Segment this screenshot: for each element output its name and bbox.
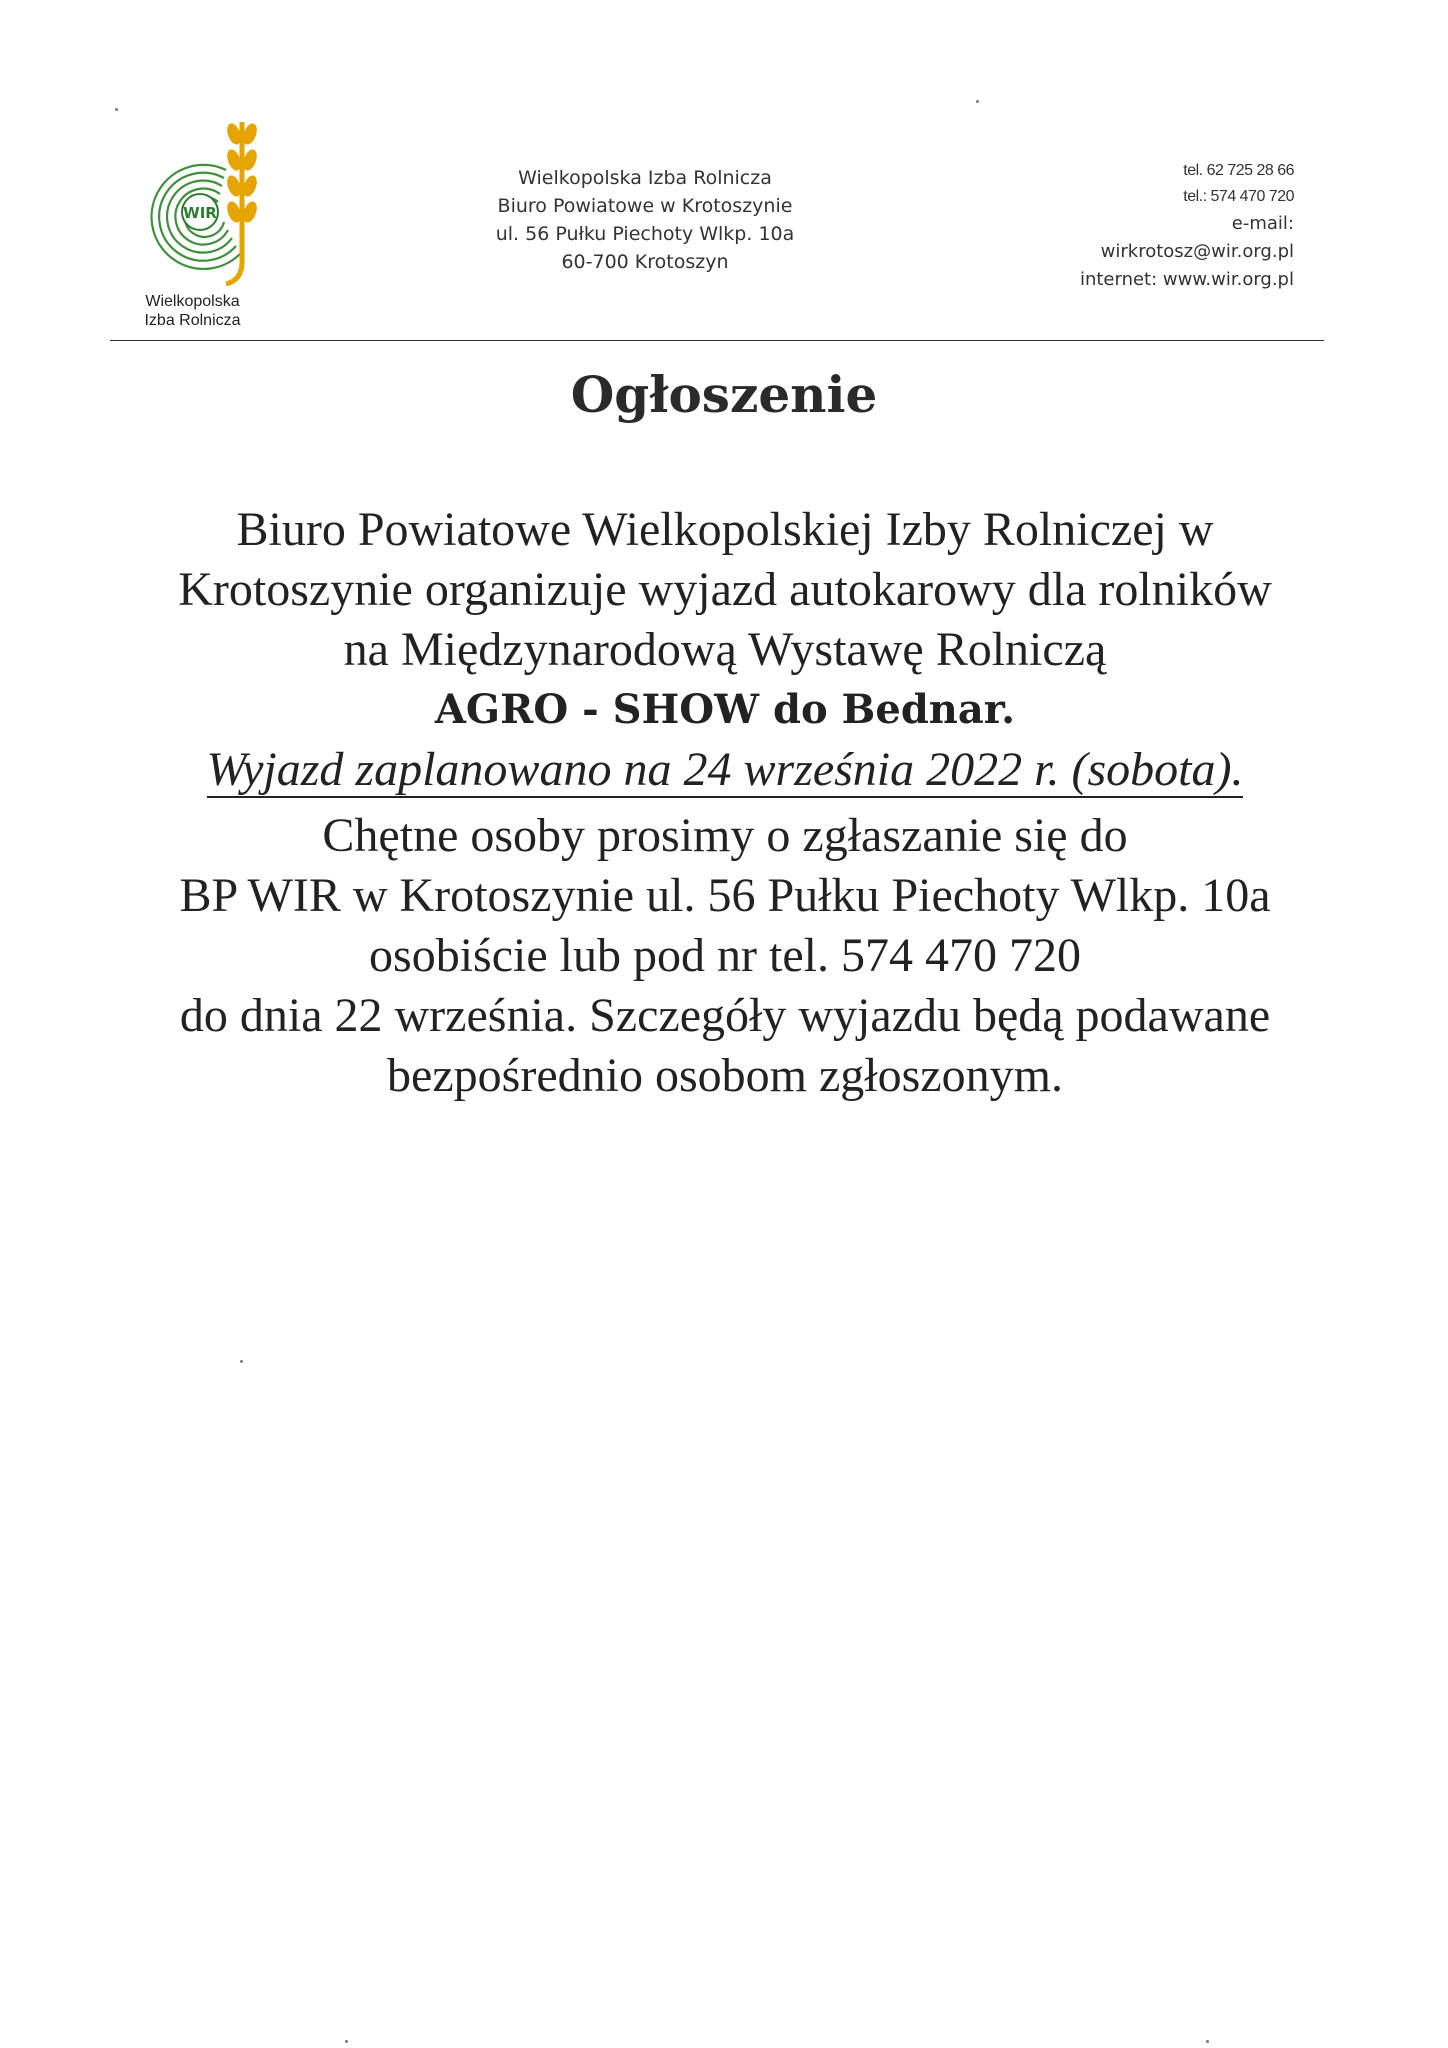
scan-dot [1206,2040,1209,2043]
address-line: Biuro Powiatowe w Krotoszynie [497,195,793,217]
scan-dot [115,108,118,111]
event-name: AGRO - SHOW do Bednar. [434,686,1016,733]
address-line: Wielkopolska Izba Rolnicza [518,167,772,189]
address-line: 60-700 Krotoszyn [561,251,729,273]
contact-info [974,158,1294,294]
body-line: bezpośrednio osobom zgłoszonym. [387,1049,1063,1102]
body-line: Biuro Powiatowe Wielkopolskiej Izby Rolniczej w [236,503,1214,556]
logo-caption-line: Wielkopolska [145,293,240,310]
scan-dot [345,2040,348,2043]
logo-caption [140,292,245,330]
wir-logo-icon [130,112,278,290]
scan-dot [976,100,979,103]
body-line: osobiście lub pod nr tel. 574 470 720 [369,929,1081,982]
header-divider [110,340,1324,341]
phone-line: tel.: 574 470 720 [1183,188,1294,205]
logo-caption-line: Izba Rolnicza [144,312,241,329]
website-line: internet: www.wir.org.pl [1079,269,1294,290]
address-line: ul. 56 Pułku Piechoty Wlkp. 10a [495,223,795,245]
phone-line: tel. 62 725 28 66 [1183,162,1294,179]
body-line: do dnia 22 września. Szczegóły wyjazdu będą podawane [179,989,1271,1042]
document-title: Ogłoszenie [570,365,878,424]
office-address [440,164,850,276]
body-line: Krotoszynie organizuje wyjazd autokarowy dla rolników [178,563,1272,616]
scan-dot [240,1360,243,1363]
organization-logo [118,112,288,337]
body-line: BP WIR w Krotoszynie ul. 56 Pułku Piechoty Wlkp. 10a [179,869,1271,922]
trip-date: Wyjazd zaplanowano na 24 września 2022 r. (sobota). [206,743,1244,796]
body-line: Chętne osoby prosimy o zgłaszanie się do [322,809,1128,862]
body-line: na Międzynarodową Wystawę Rolniczą [343,623,1107,676]
logo-emblem-text: WIR [183,204,217,222]
email-label: e-mail: [1231,213,1294,234]
email-address: wirkrotosz@wir.org.pl [1100,241,1294,262]
announcement-body [80,500,1370,1106]
